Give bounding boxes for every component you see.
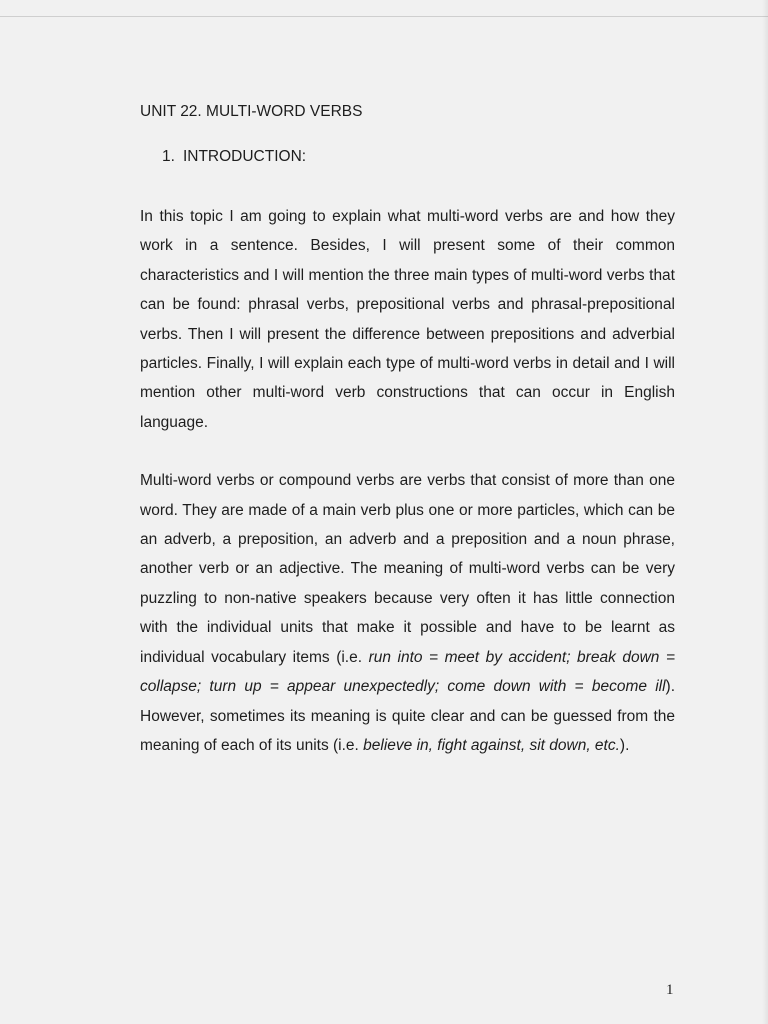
introduction-paragraph: In this topic I am going to explain what multi-word verbs are and how they work in a sentence. Besides, I will present some of their common characteristics and I will mention the three main types of multi-word verbs that can be found: phrasal verbs, prepositional verbs and phrasal-prepositional verbs. Then I will present the difference between prepositions and adverbial particles. Finally, I will explain each type of multi-word verbs in detail and I will mention other multi-word verb constructions that can occur in English language. [140, 208, 675, 431]
page-content [140, 100, 675, 760]
italic-examples: run into = meet by accident; break down = collapse; turn up = appear unexpectedly; come down with = become ill [140, 648, 675, 696]
section-heading [162, 145, 675, 169]
section-number: 1. [162, 148, 175, 165]
unit-title: UNIT 22. MULTI-WORD VERBS [140, 103, 363, 120]
definition-paragraph [140, 466, 675, 760]
page-right-shadow [762, 0, 768, 1024]
paragraph-text: Multi-word verbs or compound verbs are verbs that consist of more than one word. They are made of a main verb plus one or more particles, which can be an adverb, a preposition, an adverb and a preposition and a noun phrase, another verb or an adjective. The meaning of multi-word verbs can be very puzzling to non-native speakers because very often it has little connection with the individual units that make it possible and have to be learnt as individual vocabulary items (i.e. [140, 472, 675, 666]
paragraph-text: ). [619, 736, 630, 754]
page-number: 1 [666, 982, 674, 998]
page-top-edge [0, 16, 768, 17]
italic-examples: believe in, fight against, sit down, etc. [363, 736, 620, 754]
section-title: INTRODUCTION: [182, 148, 307, 165]
paragraph-text: ). However, sometimes its meaning is quite clear and can be guessed from the meaning of each of its units (i.e. [140, 678, 675, 754]
